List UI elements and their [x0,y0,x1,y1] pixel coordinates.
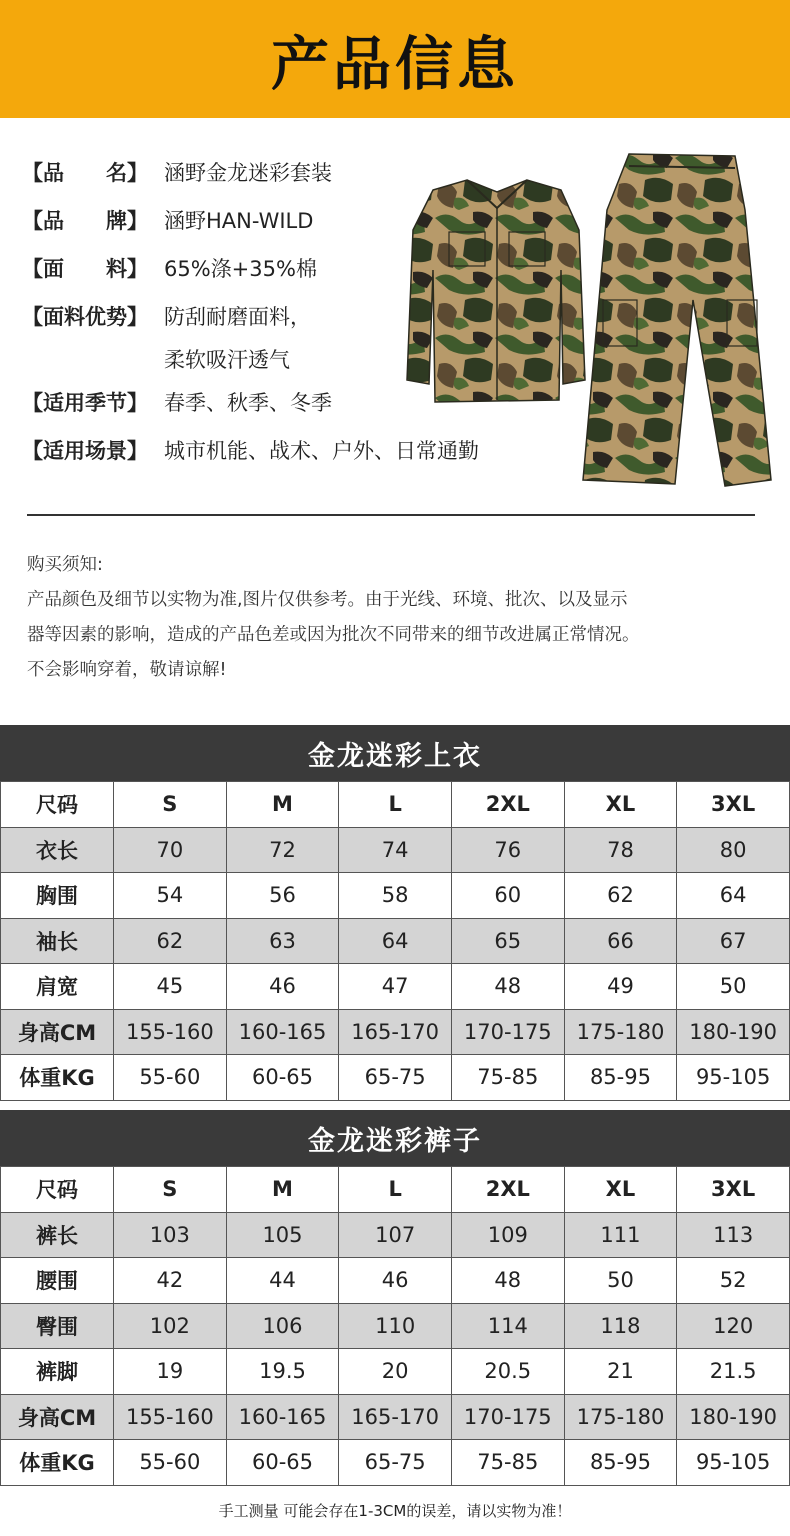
info-value: 涵野金龙迷彩套装 [164,161,332,185]
table-cell: 165-170 [339,1009,452,1055]
table-cell: 21 [564,1349,677,1395]
table-cell: 74 [339,827,452,873]
table-cell: 49 [564,964,677,1010]
jacket-table-title: 金龙迷彩上衣 [0,725,790,781]
table-cell: 180-190 [677,1009,790,1055]
table-cell: 62 [114,918,227,964]
table-cell: 腰围 [1,1258,114,1304]
table-header-row [1,782,790,828]
table-cell: 3XL [677,1167,790,1213]
table-row [1,1303,790,1349]
table-cell: 55-60 [114,1440,227,1486]
table-cell: L [339,1167,452,1213]
table-cell: 76 [451,827,564,873]
notice-line: 器等因素的影响，造成的产品色差或因为批次不同带来的细节改进属正常情况。 [27,625,640,645]
table-cell: 75-85 [451,1055,564,1101]
table-cell: 45 [114,964,227,1010]
table-cell: 3XL [677,782,790,828]
table-cell: 72 [226,827,339,873]
table-cell: 20.5 [451,1349,564,1395]
table-cell: 袖长 [1,918,114,964]
table-cell: 2XL [451,782,564,828]
notice-line: 产品颜色及细节以实物为准,图片仅供参考。由于光线、环境、批次、以及显示 [27,590,628,610]
table-cell: 85-95 [564,1055,677,1101]
table-cell: 48 [451,964,564,1010]
pants-table-title: 金龙迷彩裤子 [0,1110,790,1166]
info-key: 【适用场景】 [22,439,148,463]
table-cell: 80 [677,827,790,873]
table-cell: 78 [564,827,677,873]
table-cell: 70 [114,827,227,873]
table-cell: 身高CM [1,1009,114,1055]
table-cell: 170-175 [451,1009,564,1055]
table-row [1,873,790,919]
table-cell: 62 [564,873,677,919]
table-cell: 155-160 [114,1394,227,1440]
table-cell: 19.5 [226,1349,339,1395]
table-cell: 54 [114,873,227,919]
table-row [1,918,790,964]
table-cell: 85-95 [564,1440,677,1486]
notice-title: 购买须知: [27,555,103,575]
table-cell: S [114,782,227,828]
table-cell: 160-165 [226,1394,339,1440]
info-value: 城市机能、战术、户外、日常通勤 [164,439,479,463]
info-row-fabric [22,256,317,283]
table-cell: 109 [451,1212,564,1258]
table-cell: 尺码 [1,1167,114,1213]
table-cell: 102 [114,1303,227,1349]
table-cell: 103 [114,1212,227,1258]
measurement-note: 手工测量 可能会存在1-3CM的误差，请以实物为准！ [218,1502,572,1520]
table-cell: 111 [564,1212,677,1258]
table-cell: 60-65 [226,1440,339,1486]
table-header-row [1,1167,790,1213]
table-cell: 160-165 [226,1009,339,1055]
table-cell: 肩宽 [1,964,114,1010]
divider [27,514,755,516]
table-cell: 体重KG [1,1055,114,1101]
info-value: 涵野HAN-WILD [164,209,314,233]
table-cell: L [339,782,452,828]
table-cell: 46 [226,964,339,1010]
table-cell: XL [564,782,677,828]
table-cell: 胸围 [1,873,114,919]
table-cell: 120 [677,1303,790,1349]
table-cell: 64 [339,918,452,964]
table-cell: 180-190 [677,1394,790,1440]
info-row-brand [22,208,313,235]
page-title: 产品信息 [270,30,519,98]
table-cell: 19 [114,1349,227,1395]
table-cell: XL [564,1167,677,1213]
table-cell: 107 [339,1212,452,1258]
notice-line: 不会影响穿着，敬请谅解! [27,660,227,680]
table-row [1,964,790,1010]
table-cell: 165-170 [339,1394,452,1440]
pants-size-table [0,1166,790,1486]
table-cell: 66 [564,918,677,964]
info-key: 【面 料】 [22,257,148,281]
table-cell: M [226,782,339,828]
table-cell: 衣长 [1,827,114,873]
info-key: 【品 名】 [22,161,148,185]
table-cell: 42 [114,1258,227,1304]
table-cell: 20 [339,1349,452,1395]
table-cell: 63 [226,918,339,964]
info-value: 65%涤+35%棉 [164,257,317,281]
table-cell: 50 [677,964,790,1010]
table-cell: 95-105 [677,1440,790,1486]
table-cell: 2XL [451,1167,564,1213]
camo-suit-image [375,150,775,490]
pants-shape [583,154,771,486]
table-cell: S [114,1167,227,1213]
purchase-notice [27,548,767,688]
table-cell: 体重KG [1,1440,114,1486]
table-cell: 105 [226,1212,339,1258]
table-cell: 尺码 [1,782,114,828]
jacket-size-table [0,781,790,1101]
table-cell: 60 [451,873,564,919]
table-cell: 155-160 [114,1009,227,1055]
table-row [1,1258,790,1304]
table-cell: 裤长 [1,1212,114,1258]
table-cell: 175-180 [564,1009,677,1055]
table-cell: 46 [339,1258,452,1304]
info-key: 【面料优势】 [22,305,148,329]
table-cell: 58 [339,873,452,919]
table-cell: 65-75 [339,1440,452,1486]
table-cell: 65 [451,918,564,964]
table-cell: 55-60 [114,1055,227,1101]
table-cell: 52 [677,1258,790,1304]
table-cell: 64 [677,873,790,919]
table-cell: 21.5 [677,1349,790,1395]
table-cell: 118 [564,1303,677,1349]
jacket-shape [407,180,585,402]
title-banner [0,0,790,118]
table-cell: 60-65 [226,1055,339,1101]
info-key: 【品 牌】 [22,209,148,233]
table-row [1,1440,790,1486]
table-cell: 170-175 [451,1394,564,1440]
info-value: 防刮耐磨面料， [164,305,311,329]
table-cell: 48 [451,1258,564,1304]
table-row [1,1009,790,1055]
table-cell: 95-105 [677,1055,790,1101]
table-row [1,1055,790,1101]
table-row [1,1349,790,1395]
table-cell: 75-85 [451,1440,564,1486]
info-row-season [22,390,332,417]
table-cell: 50 [564,1258,677,1304]
table-cell: 110 [339,1303,452,1349]
table-row [1,827,790,873]
info-value: 柔软吸汗透气 [164,348,290,372]
table-cell: 身高CM [1,1394,114,1440]
table-cell: 47 [339,964,452,1010]
info-row-advantage [22,304,311,331]
table-cell: 114 [451,1303,564,1349]
table-cell: 175-180 [564,1394,677,1440]
table-cell: 67 [677,918,790,964]
table-cell: M [226,1167,339,1213]
info-row-name [22,160,332,187]
table-cell: 65-75 [339,1055,452,1101]
table-row [1,1212,790,1258]
table-cell: 臀围 [1,1303,114,1349]
info-key: 【适用季节】 [22,391,148,415]
table-cell: 裤脚 [1,1349,114,1395]
table-row [1,1394,790,1440]
table-cell: 113 [677,1212,790,1258]
table-cell: 44 [226,1258,339,1304]
info-value: 春季、秋季、冬季 [164,391,332,415]
table-cell: 56 [226,873,339,919]
info-row-advantage-cont [164,347,290,374]
table-cell: 106 [226,1303,339,1349]
